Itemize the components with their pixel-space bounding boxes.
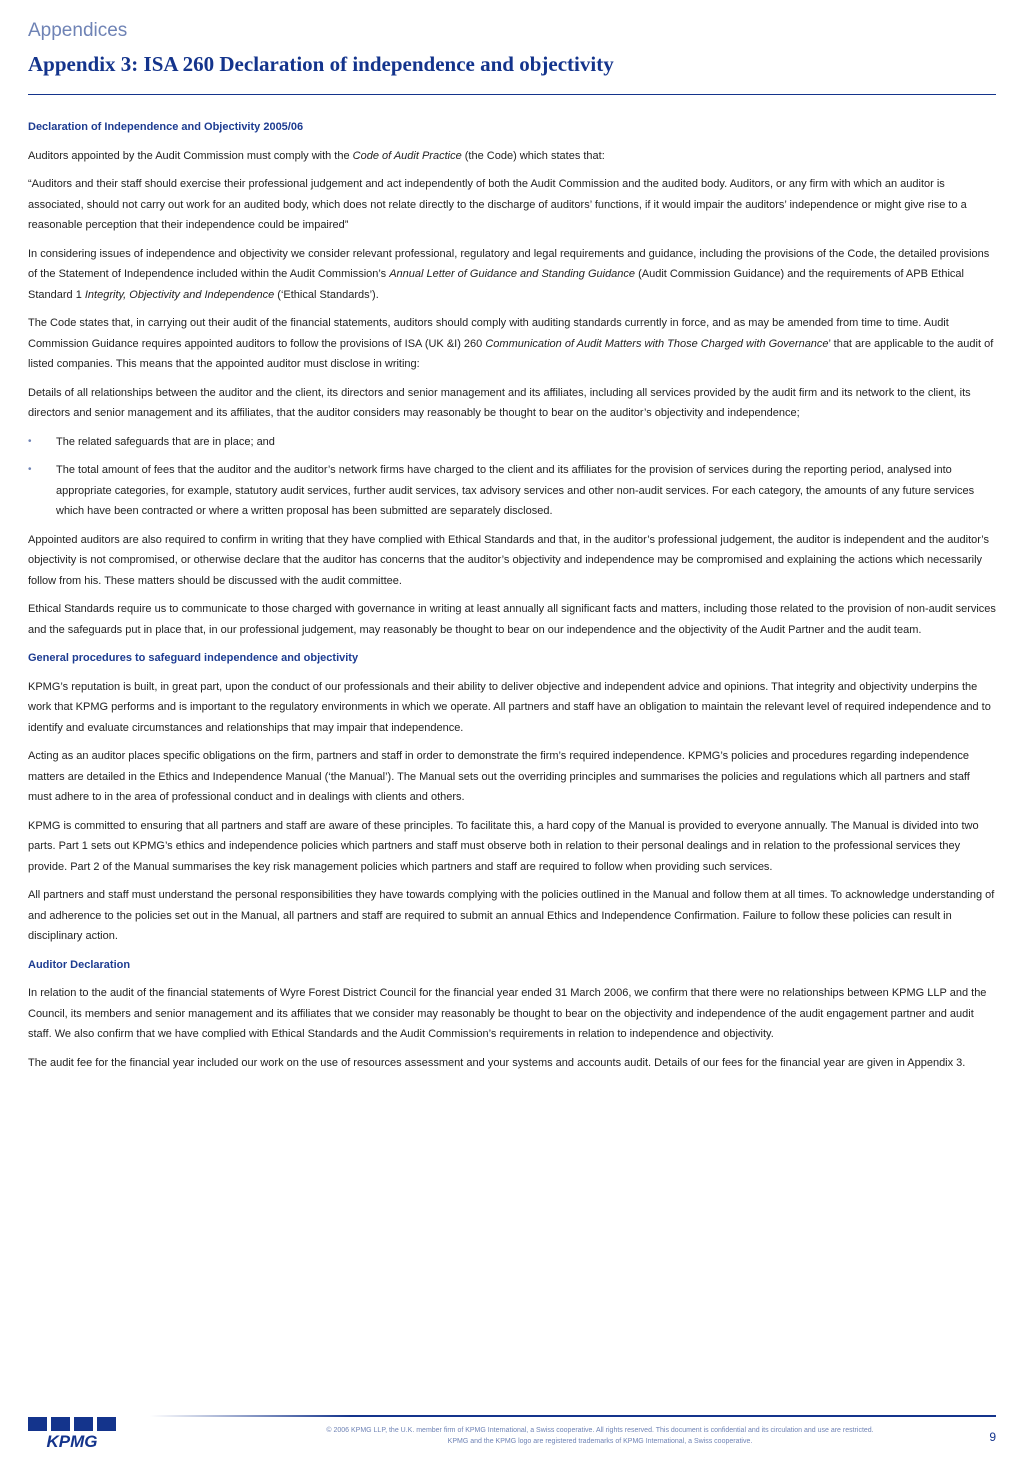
section-label: Appendices (28, 20, 128, 41)
footer-divider (350, 1415, 996, 1417)
paragraph-kpmg-committed: KPMG is committed to ensuring that all partners and staff are aware of these principles. To facilitate this, a hard copy of the Manual is provided to everyone annually. The Manual is divided into two parts. Part 1 sets out KPMG’s ethics and independence policies which partners and staff must observe both in relation to their personal dealings and in relation to the professional services they provide. Part 2 of the Manual summarises the key risk management policies which partners and staff are required to follow when providing such services. (28, 819, 979, 873)
page-title: Appendix 3: ISA 260 Declaration of independence and objectivity (28, 52, 614, 76)
title-divider (28, 94, 996, 95)
paragraph-acting-as-auditor: Acting as an auditor places specific obligations on the firm, partners and staff in order to demonstrate the firm’s required independence. KPMG’s policies and procedures regarding independence matters are detailed in the Ethics and Independence Manual (‘the Manual’). The Manual sets out the overriding principles and summarises the policies and regulations which all partners and staff must adhere to in the area of professional conduct and in dealings with clients and others. (28, 750, 970, 803)
text-run: (the Code) which states that: (461, 149, 605, 162)
list-item-text: The total amount of fees that the auditor and the auditor’s network firms have charged to the client and its affiliates for the provision of services during the reporting period, analysed into appropriate categories, for example, statutory audit services, further audit services, tax advisory services and other non-audit services. For each category, the amounts of any future services which have been contracted or where a written proposal has been submitted are separately disclosed. (56, 464, 975, 517)
kpmg-logo (28, 1417, 116, 1449)
paragraph-code-states (28, 313, 996, 375)
logo-text: KPMG (46, 1432, 98, 1449)
bullet-icon: • (28, 464, 32, 475)
paragraph-appointed-auditors: Appointed auditors are also required to confirm in writing that they have complied with Ethical Standards and that, in the auditor’s professional judgement, the auditor is independent and the auditor’s objectivity is not compromised, or otherwise declare that the auditor has concerns that the auditor’s objectivity and independence may be compromised and explaining the actions which necessarily follow from his. These matters should be discussed with the audit committee. (28, 533, 990, 587)
italic-run: Communication of Audit Matters with Those Charged with Governance (485, 337, 829, 350)
bullet-icon: • (28, 435, 32, 447)
heading-declaration: Declaration of Independence and Objectivity 2005/06 (28, 121, 304, 133)
italic-run: Integrity, Objectivity and Independence (84, 288, 275, 301)
text-run: ’ that are applicable to the audit of listed companies. This means that the appointed auditor must disclose in writing: (28, 337, 994, 370)
text-run: (‘Ethical Standards’). (274, 288, 379, 301)
copyright-line: © 2006 KPMG LLP, the U.K. member firm of KPMG International, a Swiss cooperative. All rights reserved. This document is confidential and its circulation and use are restricted. (326, 1427, 874, 1434)
heading-auditor-declaration: Auditor Declaration (28, 958, 131, 971)
logo-block (97, 1417, 116, 1431)
list-item (28, 432, 996, 453)
text-run: The Code states that, in carrying out their audit of the financial statements, auditors should comply with auditing standards currently in force, and as may be amended from time to time. Audit Commission Guidance requires appointed auditors to follow the provisions of ISA (UK &I) 260 (28, 317, 949, 350)
paragraph-considering (28, 244, 996, 306)
page-number: 9 (989, 1430, 996, 1444)
paragraph-code-quote: “Auditors and their staff should exercise their professional judgement and act independently of both the Audit Commission and the audited body. Auditors, or any firm with which an auditor is associated, should not carry out work for an audited body, which does not relate directly to the discharge of auditors’ functions, if it would impair the auditors’ independence or might give rise to a reasonable perception that their independence could be impaired” (28, 178, 967, 231)
disclosure-bullet-list (28, 432, 996, 522)
text-run: Auditors appointed by the Audit Commission must comply with the (28, 149, 353, 162)
paragraph-responsibilities: All partners and staff must understand the personal responsibilities they have towards complying with the policies outlined in the Manual and follow them at all times. To acknowledge understanding of and adherence to the policies set out in the Manual, all partners and staff are required to submit an annual Ethics and Independence Confirmation. Failure to follow these policies can result in disciplinary action. (28, 889, 995, 942)
body-content (28, 117, 996, 1081)
text-run: In considering issues of independence and objectivity we consider relevant professional, regulatory and legal requirements and guidance, including the provisions of the Code, the detailed provisions of the Statement of Independence included within the Audit Commission’s (28, 247, 990, 280)
text-run: (Audit Commission Guidance) and the requirements of APB Ethical Standard 1 (28, 268, 964, 301)
footer-divider-fade (150, 1415, 350, 1417)
logo-block (28, 1417, 47, 1431)
paragraph-ethical-standards: Ethical Standards require us to communicate to those charged with governance in writing at least annually all significant facts and matters, including those related to the provision of non-audit services and the safeguards put in place that, in our professional judgement, may reasonably be thought to bear on our independence and the objectivity of the Audit Partner and the audit team. (28, 603, 996, 636)
italic-run: Annual Letter of Guidance and Standing Guidance (389, 268, 636, 280)
footer-copyright (290, 1425, 910, 1447)
list-item-text: The related safeguards that are in place; and (56, 435, 275, 448)
trademark-line: KPMG and the KPMG logo are registered trademarks of KPMG International, a Swiss cooperative. (447, 1438, 753, 1445)
paragraph-audit-fee: The audit fee for the financial year included our work on the use of resources assessment and your systems and accounts audit. Details of our fees for the financial year are given in Appendix 3. (28, 1056, 966, 1069)
list-item (28, 460, 996, 522)
paragraph-code-intro (28, 146, 996, 167)
paragraph-reputation: KPMG’s reputation is built, in great part, upon the conduct of our professionals and their ability to deliver objective and independent advice and opinions. That integrity and objectivity underpins the work that KPMG performs and is important to the regulatory environments in which we operate. All partners and staff have an obligation to maintain the relevant level of required independence and to identify and evaluate circumstances and relationships that may impair that independence. (28, 680, 991, 734)
paragraph-relationships: Details of all relationships between the auditor and the client, its directors and senior management and its affiliates, including all services provided by the audit firm and its network to the client, its directors and senior management and its affiliates, that the auditor considers may reasonably be thought to bear on the auditor’s objectivity and independence; (28, 386, 971, 419)
paragraph-declaration: In relation to the audit of the financial statements of Wyre Forest District Council for the financial year ended 31 March 2006, we confirm that there were no relationships between KPMG LLP and the Council, its members and senior management and its affiliates that we consider may reasonably be thought to bear on the objectivity and independence of the audit engagement partner and audit staff. We also confirm that we have complied with Ethical Standards and the Audit Commission’s requirements in relation to independence and objectivity. (28, 987, 987, 1040)
logo-block (51, 1417, 70, 1431)
logo-block (74, 1417, 93, 1431)
heading-general-procedures: General procedures to safeguard independence and objectivity (28, 652, 359, 664)
italic-run: Code of Audit Practice (352, 149, 462, 162)
